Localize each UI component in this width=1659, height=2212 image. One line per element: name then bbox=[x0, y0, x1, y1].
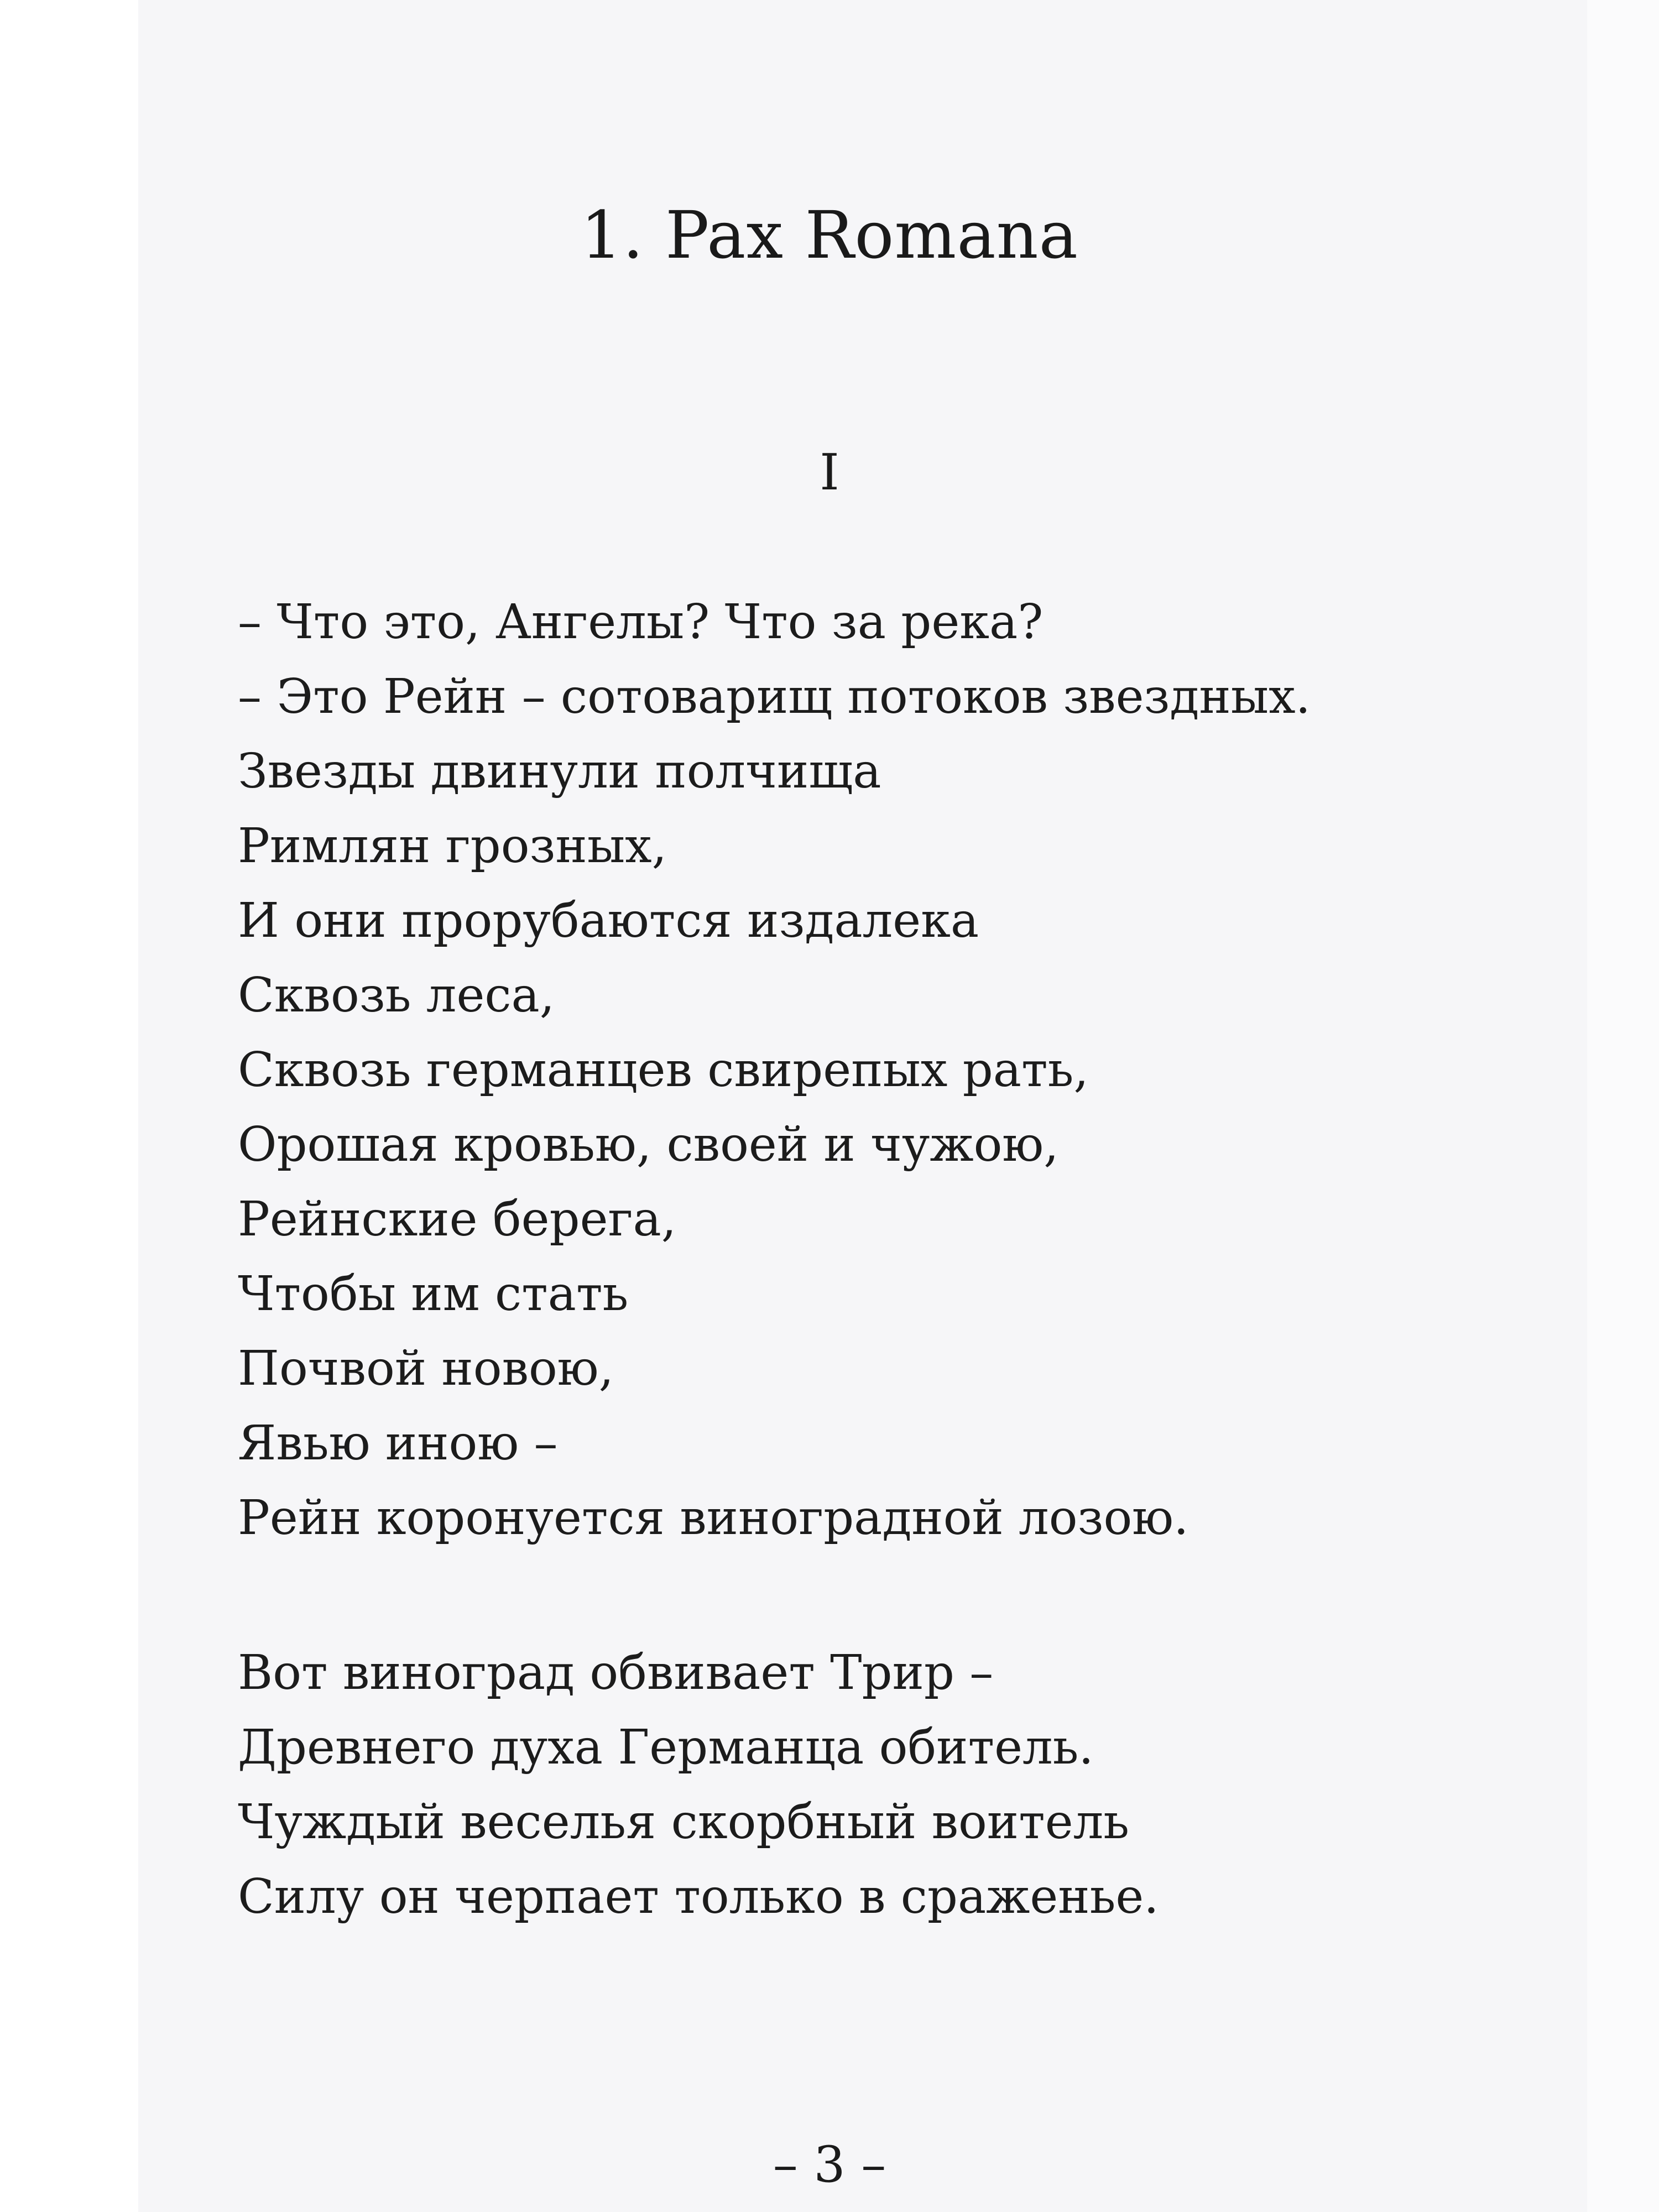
poem-line: Рейн коронуется виноградной лозою. bbox=[238, 1490, 1189, 1546]
poem-line: Вот виноград обвивает Трир – bbox=[238, 1645, 994, 1700]
poem-line: Сквозь германцев свирепых рать, bbox=[238, 1042, 1089, 1098]
poem-line: И они прорубаются издалека bbox=[238, 893, 979, 948]
poem-line: Явью иною – bbox=[238, 1416, 558, 1471]
poem-line: Древнего духа Германца обитель. bbox=[238, 1720, 1094, 1775]
poem-line: Чтобы им стать bbox=[238, 1266, 629, 1322]
left-margin bbox=[0, 0, 138, 2212]
poem-line: Римлян грозных, bbox=[238, 818, 667, 874]
poem-title: 1. Pax Romana bbox=[580, 197, 1079, 273]
poem-line: Звезды двинули полчища bbox=[238, 744, 881, 799]
stanza-2 bbox=[238, 1636, 1159, 1934]
page-number: – 3 – bbox=[773, 2136, 886, 2194]
poem-line: – Что это, Ангелы? Что за река? bbox=[238, 594, 1044, 650]
poem-line: Сквозь леса, bbox=[238, 968, 555, 1023]
poem-line: – Это Рейн – сотоварищ потоков звездных. bbox=[238, 669, 1311, 724]
poem-line: Чуждый веселья скорбный воитель bbox=[238, 1794, 1130, 1850]
poem-line: Силу он черпает только в сраженье. bbox=[238, 1869, 1159, 1924]
poem-line: Орошая кровью, своей и чужою, bbox=[238, 1117, 1059, 1172]
poem-line: Почвой новою, bbox=[238, 1341, 614, 1396]
stanza-1 bbox=[238, 585, 1311, 1556]
section-number: I bbox=[820, 444, 839, 502]
poem-line: Рейнские берега, bbox=[238, 1192, 677, 1247]
